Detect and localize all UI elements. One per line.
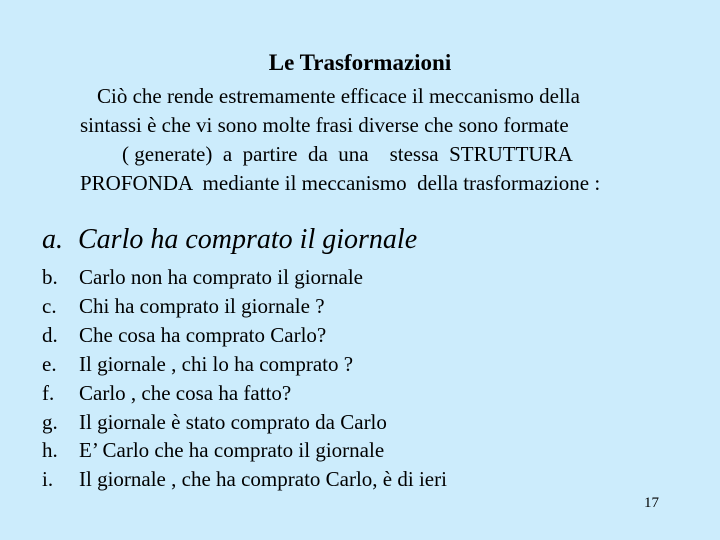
item-text: Carlo , che cosa ha fatto? (79, 380, 292, 405)
item-text: Carlo non ha comprato il giornale (79, 265, 364, 289)
example-list (42, 263, 447, 494)
item-marker: h. (42, 438, 58, 463)
list-item (42, 408, 447, 437)
item-text: Che cosa ha comprato Carlo? (79, 322, 327, 347)
list-item (42, 379, 447, 408)
intro-line-3 (80, 140, 672, 169)
list-item (42, 292, 447, 321)
intro-line-3-text: ( generate) a partire da una stessa STRUTTURA (122, 142, 573, 166)
intro-paragraph (80, 82, 672, 198)
item-text: E’ Carlo che ha comprato il giornale (79, 438, 385, 463)
item-marker: c. (42, 293, 57, 318)
item-marker: i. (42, 467, 54, 492)
item-text: Il giornale , chi lo ha comprato ? (79, 351, 354, 376)
intro-line-4: PROFONDA mediante il meccanismo della trasformazione : (80, 171, 601, 195)
list-item (42, 321, 447, 350)
example-item-a (42, 224, 417, 256)
item-text: Chi ha comprato il giornale ? (79, 293, 325, 318)
item-marker: d. (42, 322, 58, 347)
item-marker: b. (42, 265, 58, 289)
item-marker: e. (42, 351, 57, 376)
page-number: 17 (644, 495, 659, 511)
item-text: Il giornale è stato comprato da Carlo (79, 409, 387, 434)
item-marker: g. (42, 409, 58, 434)
item-marker: a. (42, 224, 63, 255)
intro-line-2: sintassi è che vi sono molte frasi diverse che sono formate (80, 113, 569, 137)
item-text: Il giornale , che ha comprato Carlo, è di ieri (79, 467, 447, 492)
item-marker: f. (42, 380, 55, 405)
list-item (42, 436, 447, 465)
slide-title-text: Le Trasformazioni (268, 50, 452, 75)
list-item (42, 263, 447, 292)
list-item (42, 465, 447, 494)
slide-title (0, 50, 720, 76)
intro-line-1: Ciò che rende estremamente efficace il meccanismo della (97, 84, 580, 108)
item-text: Carlo ha comprato il giornale (78, 224, 418, 255)
list-item (42, 350, 447, 379)
